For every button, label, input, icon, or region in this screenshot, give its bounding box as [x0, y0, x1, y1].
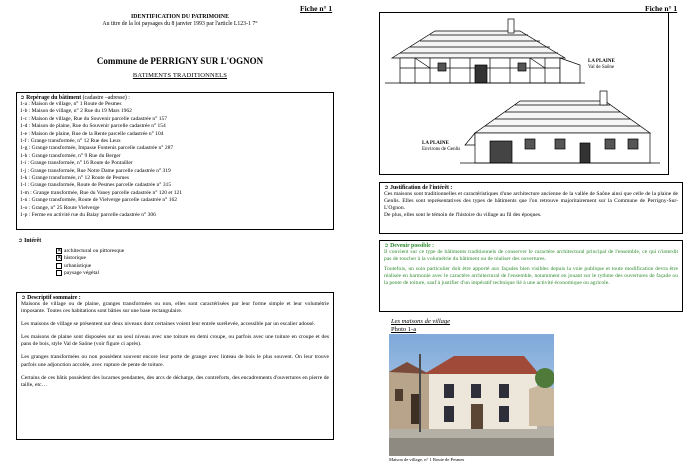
interet-option [56, 255, 124, 263]
reperage-list [20, 101, 330, 220]
section-title: BATIMENTS TRADITIONNELS [132, 72, 228, 79]
arrow-icon: ➲ [384, 243, 389, 249]
reperage-item: 1-h : Grange transformée, n° 9 Rue du Berger [20, 152, 121, 159]
interet-option [56, 262, 124, 270]
interet-option-label: architectural ou pittoresque [64, 247, 125, 254]
header-title: IDENTIFICATION DU PATRIMOINE [131, 14, 229, 20]
reperage-item: 1-l : Grange transformée, Route de Pesmes parcelle cadastrée n° 315 [20, 182, 172, 189]
fiche-number: Fiche n° 1 [645, 4, 678, 13]
reperage-item: 1-i : Grange transformée, n° 16 Route de Pontailler [20, 160, 133, 167]
reperage-item: 1-n : Grange transformée, Route de Vielverge parcelle cadastrée n° 162 [20, 197, 177, 204]
checked-checkbox[interactable]: ✕ [57, 255, 62, 262]
descriptif-paragraph: Les maisons de plaine sont disposées sur un seul niveau avec une toiture en demi croupe, ou parfois avec une toiture en croupe et des pans de bois, style Val de Saône (voir figure ci après). [21, 334, 329, 348]
descriptif-paragraph: Maisons de village ou de plaine, granges transformées ou non, elles sont caractérisées par leur forme simple et leur volumétrie imposante. Toutes ces habitations sont bâties sur une base rectangulaire. [21, 301, 329, 315]
reperage-title-text: Repérage du bâtiment [26, 95, 82, 101]
reperage-item: 1-k : Grange transformée, n° 12 Route de Pesmes [20, 175, 129, 182]
reperage-box [16, 92, 334, 230]
interet-option-label: historique [64, 255, 86, 262]
illus2-line1: LA PLAINE [422, 141, 449, 146]
checked-checkbox[interactable]: ✕ [57, 247, 62, 254]
reperage-item: 1-b : Maison de village, n° 2 Rue du 19 Mars 1962 [20, 108, 132, 115]
illustration-label-2 [422, 141, 460, 153]
devenir-title-text: Devenir possible : [390, 243, 435, 249]
reperage-item: 1-m : Grange transformée, Rue du Vaney parcelle cadastrée n° 120 et 121 [20, 189, 182, 196]
justification-title-text: Justification de l'intérêt : [390, 185, 453, 191]
justification-box [379, 182, 683, 234]
interet-title [18, 238, 124, 244]
illustration-frame [379, 12, 669, 175]
descriptif-title-text: Descriptif sommaire : [27, 295, 81, 301]
descriptif-paragraph: Certains de ces bâtis possèdent des lucarnes pendantes, des arcs de décharge, des contreforts, des encadrements d'ouvertures en pierre de taille, etc… [21, 374, 329, 388]
devenir-paragraph-2: Toutefois, un soin particulier doit être apporté aux façades bien visibles depuis la voie publique et toute modification devra être réalisée en harmonie avec le caractère architectural de l'ensemble, notamment en jouant sur le rythme des ouvertures de façade ou la pente de toiture, sauf à justifier d'un impératif technique lié à une activité économique ou agricole. [384, 266, 678, 287]
checkbox[interactable] [56, 263, 62, 269]
document-header [40, 14, 320, 28]
justification-text: Ces maisons sont traditionnelles et caractéristiques d'une architecture ancienne de la vallée de Saône ainsi que celle de la plaine de Genlis. Elles sont représentatives des types de bâtiments que l'on retrouve majoritairement sur la Commune de Perrigny-Sur-L'Ognon. [384, 191, 678, 212]
photo-label: Photo 1-a [391, 326, 417, 333]
interet-option [56, 270, 124, 278]
descriptif-paragraph: Les granges transformées ou non possèdent souvent encore leur porte de grange avec linteau de bois le plus souvent. On leur trouve parfois une adjonction accolée, avec rupture de pente de toiture. [21, 354, 329, 368]
justification-text-2: De plus, elles sont le témoin de l'histoire du village au fil des époques. [384, 212, 542, 219]
header-subtitle: Au titre de la loi paysages du 8 janvier 1993 par l'article L123-1 7° [102, 21, 258, 27]
reperage-item: 1-g : Grange transformée, Impasse Fontenis parcelle cadastrée n° 287 [20, 145, 174, 152]
reperage-item: 1-f : Grange transformée, n° 12 Rue des Leux [20, 138, 121, 145]
interet-option-label: urbanistique [64, 262, 92, 269]
descriptif-box [16, 292, 334, 440]
house-genlis-drawing [460, 91, 660, 163]
interet-section [18, 238, 124, 277]
reperage-item: 1-j : Grange transformée, Rue Notre Dame parcelle cadastrée n° 319 [20, 167, 171, 174]
illus1-line2: Val de Saône [588, 65, 615, 70]
devenir-box [379, 240, 683, 312]
descriptif-paragraph: Les maisons de village se présentent sur deux niveaux dont certaines voient leur entrée surélevée, accessible par un escalier adossé. [21, 321, 316, 328]
checkbox[interactable] [56, 270, 62, 276]
fiche-number: Fiche n° 1 [300, 4, 333, 13]
interet-option-label: paysage végétal [64, 270, 99, 277]
right-page [345, 0, 690, 470]
reperage-item: 1-o : Grange, n° 25 Route Vielverge [20, 204, 100, 211]
arrow-icon: ➲ [384, 185, 389, 191]
photo-caption: Maison de village, n° 1 Route de Pesmes [389, 457, 465, 462]
arrow-icon: ➲ [21, 295, 26, 301]
photo-heading: Les maisons de village [391, 318, 451, 325]
reperage-item: 1-d : Maison de plaine, Rue du Souvenir parcelle cadastrée n° 154 [20, 123, 166, 130]
illus1-line1: LA PLAINE [588, 59, 615, 64]
illus2-line2: Environs de Genlis [422, 147, 461, 152]
arrow-icon: ➲ [20, 95, 25, 101]
reperage-subtitle: (cadastre –adresse) : [81, 95, 130, 101]
devenir-paragraph-1: Il convient sur ce type de bâtiments traditionnels de conserver le caractère architectural principal de l'ensemble, ce qui n'interdit pas de toucher à la volumétrie du bâtiment ou de réaliser des ouvertures. [384, 249, 678, 263]
commune-title: Commune de PERRIGNY SUR L'OGNON [96, 56, 264, 66]
arrow-icon: ➲ [18, 238, 23, 244]
reperage-item: 1-a : Maison de village, n° 1 Route de Pesmes [20, 101, 122, 107]
house-val-de-saone-drawing [385, 19, 585, 83]
interet-options [56, 247, 124, 277]
descriptif-paragraphs [21, 301, 329, 389]
reperage-item: 1-p : Ferme en activité rue du Balay parcelle cadastrée n° 306 [20, 212, 156, 219]
village-house-photo [389, 334, 554, 456]
interet-option [56, 247, 124, 255]
interet-title-text: Intérêt [24, 238, 42, 244]
reperage-item: 1-c : Maison de village, Rue du Souvenir parcelle cadastrée n° 157 [20, 115, 167, 122]
reperage-item: 1-e : Maison de plaine, Rue de la Rente parcelle cadastrée n° 104 [20, 130, 164, 137]
illustration-label-1 [588, 59, 615, 71]
